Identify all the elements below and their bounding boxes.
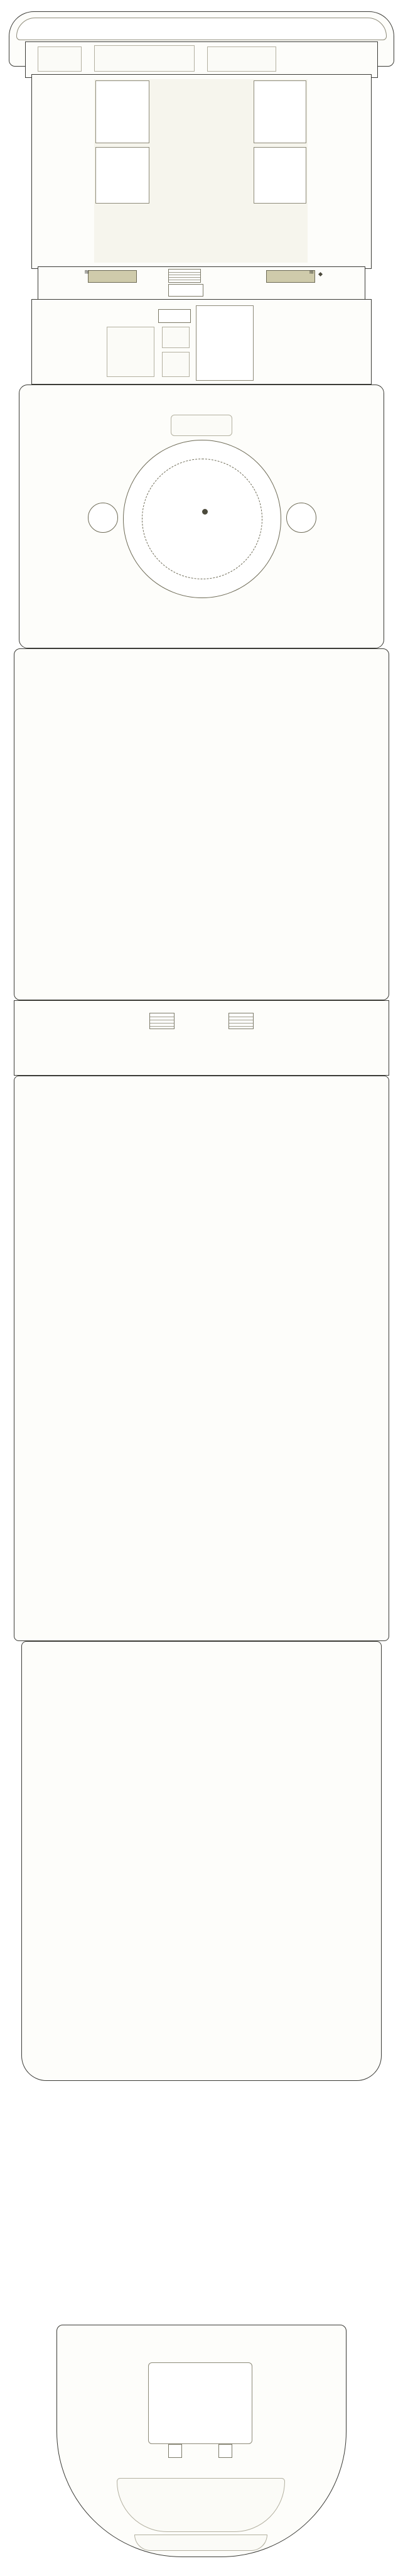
panoramic-lift-b[interactable]	[218, 2444, 232, 2458]
panoramic-lift-a[interactable]	[168, 2444, 182, 2458]
staircase-lobby-right[interactable]	[228, 1013, 254, 1029]
water-icon-right: ≋	[309, 269, 314, 276]
corridor-wall-a	[95, 80, 149, 143]
top-deck-rail	[16, 18, 387, 40]
beach-bar-marker	[202, 509, 208, 515]
stern-center-structure	[148, 2362, 252, 2444]
jacuzzi-right	[286, 503, 316, 533]
bridge-of-sighs-walkway	[134, 2535, 267, 2551]
pool-ring-inner	[142, 459, 262, 579]
cabin-16043[interactable]	[88, 270, 137, 283]
lift-bank-1[interactable]	[168, 284, 203, 297]
stern-terrace	[117, 2478, 285, 2532]
corridor-wall-d	[254, 147, 306, 204]
pool-stage	[171, 415, 232, 436]
hull-buffet	[14, 1076, 389, 1641]
hull-mid-deck	[14, 648, 389, 1000]
yacht-club-area	[196, 305, 254, 381]
yc-inner-c	[107, 327, 154, 377]
cabin-16026[interactable]	[266, 270, 315, 283]
top-lounge-left-block	[38, 46, 82, 72]
jacuzzi-left	[88, 503, 118, 533]
hull-aft	[21, 1641, 382, 2081]
corridor-wall-b	[95, 147, 149, 204]
top-lounge-right-block	[207, 46, 276, 72]
cabin-16045[interactable]	[158, 309, 191, 323]
staircase-center-1[interactable]	[168, 269, 201, 283]
yc-inner-b	[162, 352, 190, 377]
top-sail-lounge-area	[94, 45, 195, 72]
hull-lift-lobby	[14, 1000, 389, 1076]
corridor-wall-c	[254, 80, 306, 143]
water-icon-left: ≋	[84, 269, 89, 276]
yc-inner-a	[162, 327, 190, 348]
staircase-lobby-left[interactable]	[149, 1013, 175, 1029]
